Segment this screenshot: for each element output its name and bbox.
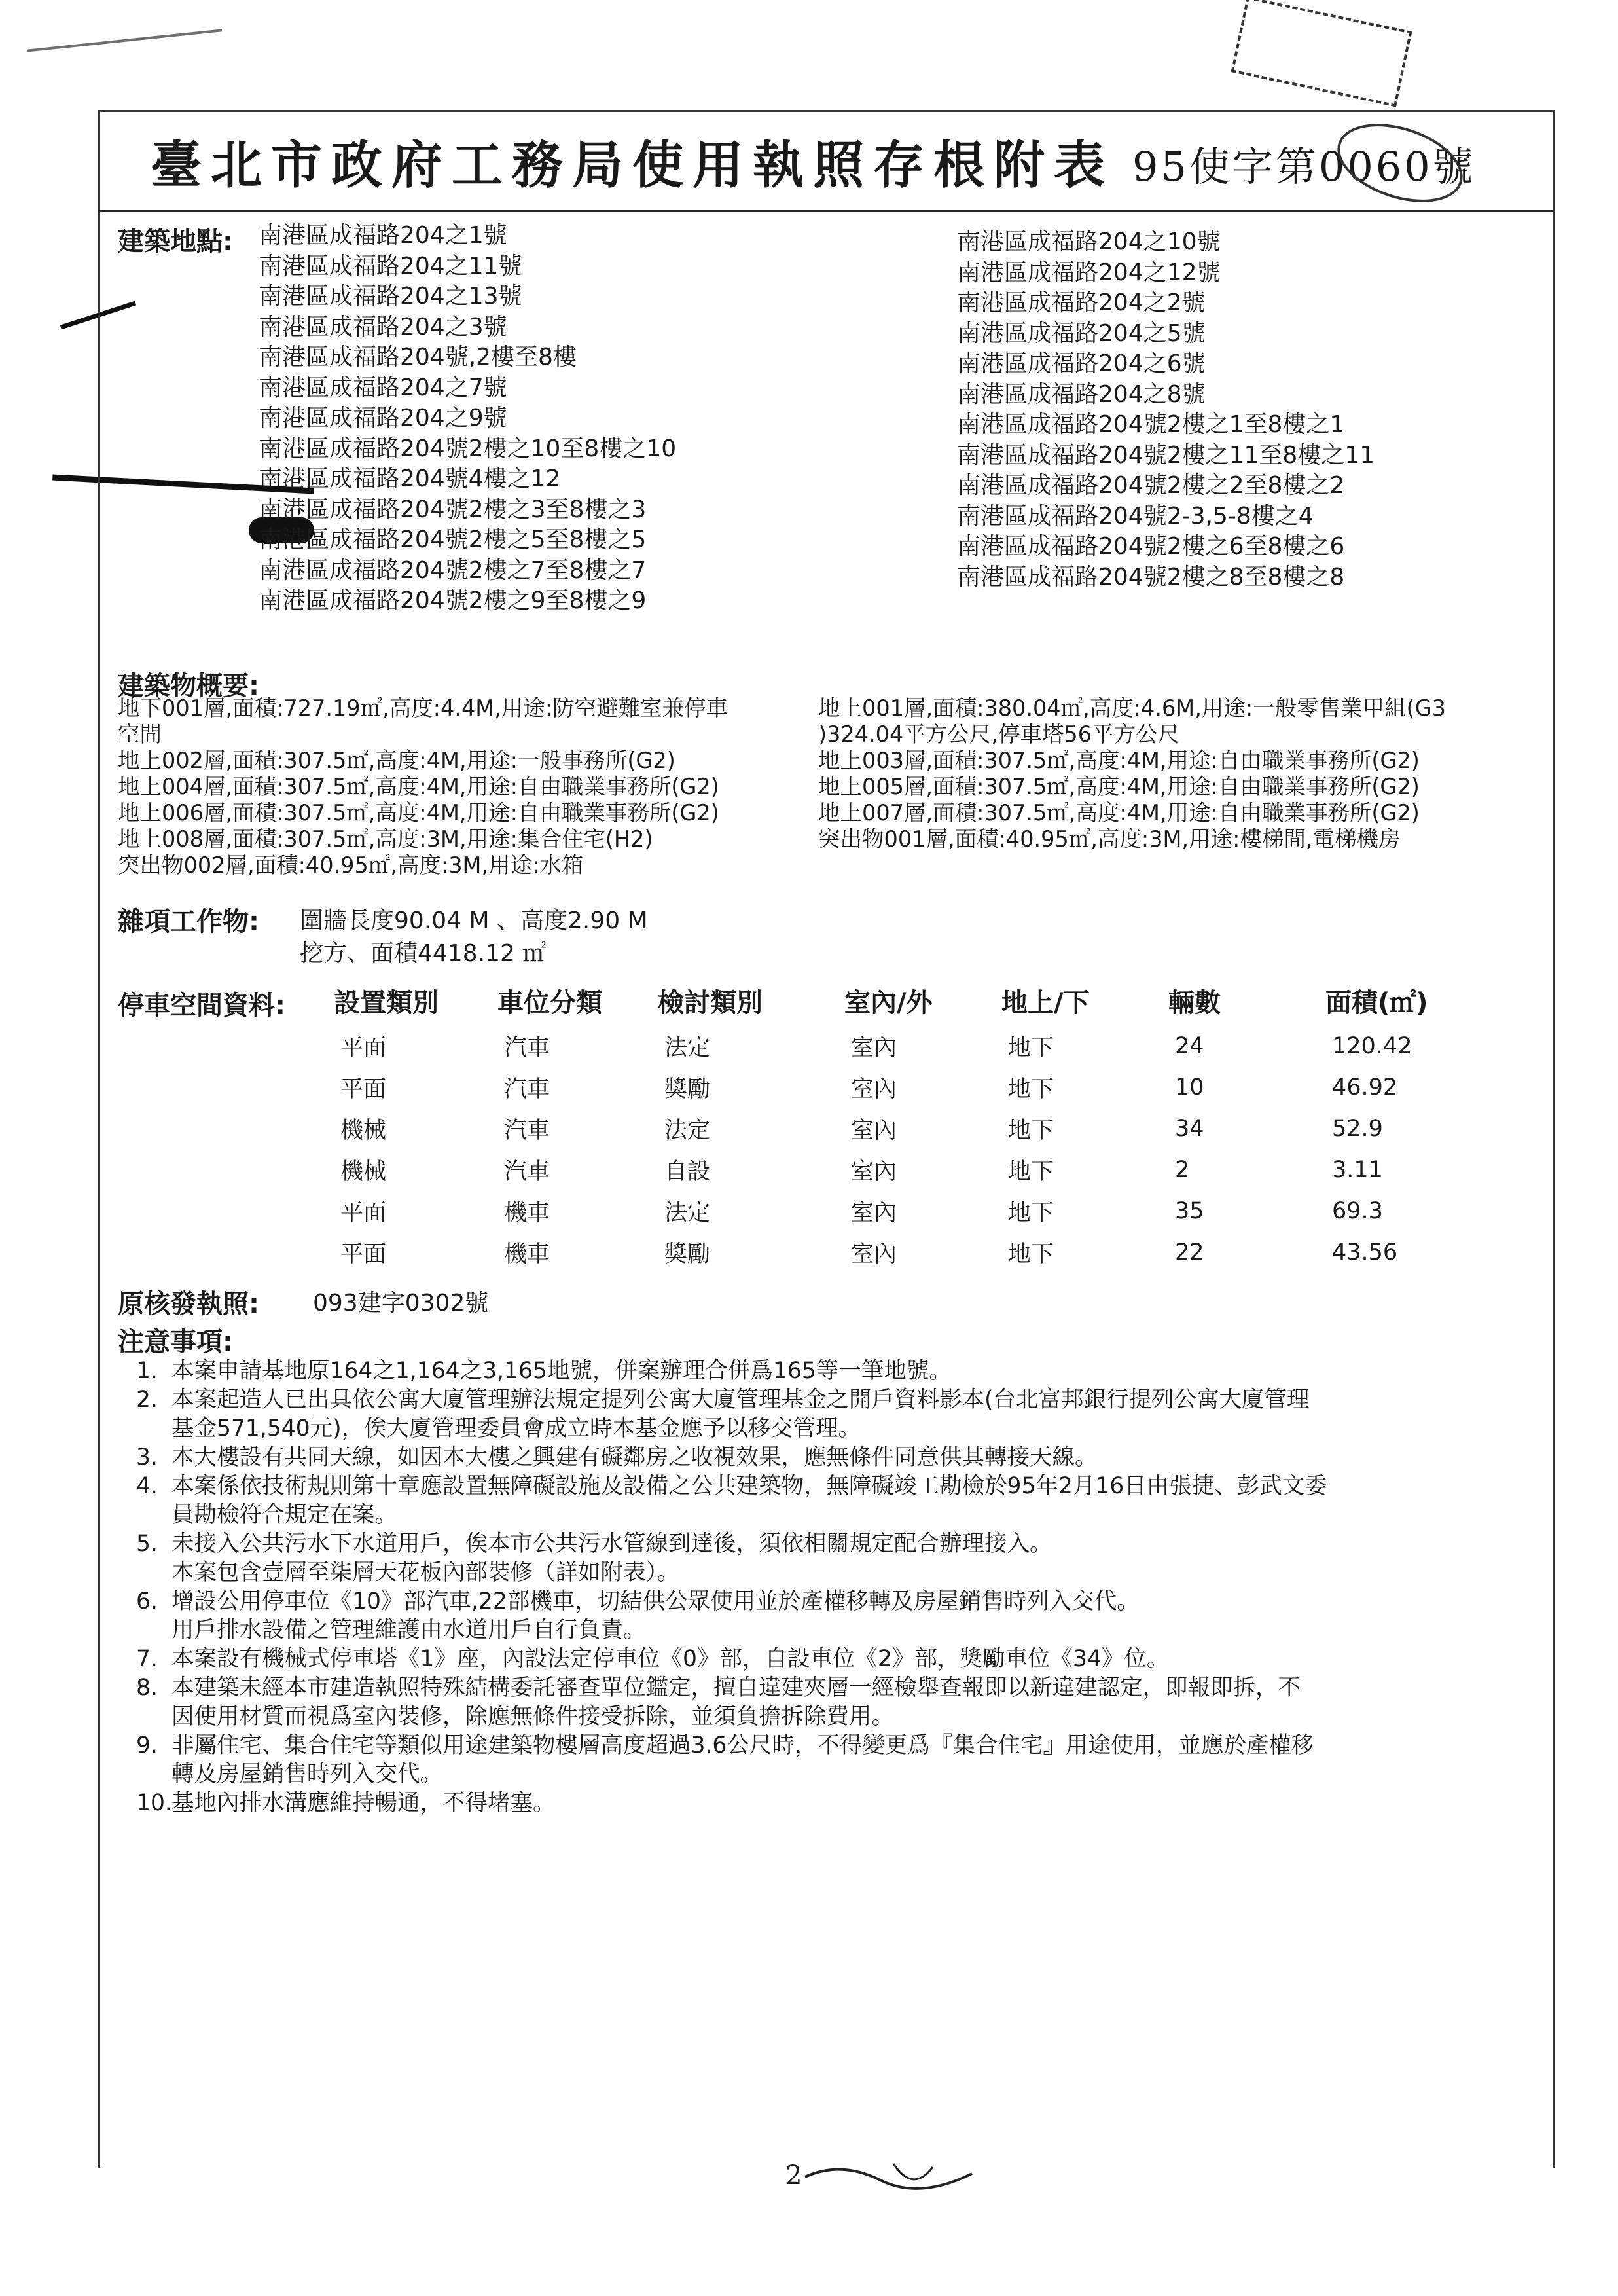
note-line: 轉及房屋銷售時列入交代。 (171, 1761, 442, 1787)
table-row (308, 1025, 1463, 1066)
table-cell: 室內 (851, 1034, 897, 1061)
table-cell: 120.42 (1332, 1032, 1412, 1059)
address-line: 南港區成福路204號2樓之2至8樓之2 (957, 472, 1345, 499)
table-cell: 室內 (851, 1241, 897, 1267)
note-number: 1. (136, 1358, 158, 1384)
notes-label: 注意事項: (118, 1327, 233, 1357)
note-item (118, 1587, 1579, 1645)
note-number: 9. (136, 1732, 158, 1758)
floor-line: 突出物001層,面積:40.95㎡,高度:3M,用途:樓梯間,電梯機房 (818, 826, 1401, 852)
floor-line: 地上006層,面積:307.5㎡,高度:4M,用途:自由職業事務所(G2) (118, 800, 719, 826)
table-cell: 46.92 (1332, 1074, 1398, 1101)
table-cell: 室內 (851, 1158, 897, 1185)
notes-list (118, 1357, 1579, 1817)
floor-line: 地上005層,面積:307.5㎡,高度:4M,用途:自由職業事務所(G2) (818, 774, 1420, 799)
col-space-class: 車位分類 (497, 987, 602, 1018)
note-line: 基地內排水溝應維持暢通，不得堵塞。 (171, 1790, 556, 1816)
building-label: 建築物概要: (118, 671, 259, 701)
floor-line: 地上002層,面積:307.5㎡,高度:4M,用途:一般事務所(G2) (118, 748, 675, 773)
address-line: 南港區成福路204之12號 (957, 259, 1221, 286)
floor-line: 地上007層,面積:307.5㎡,高度:4M,用途:自由職業事務所(G2) (818, 800, 1420, 826)
address-line: 南港區成福路204號4樓之12 (259, 465, 561, 492)
col-above-below: 地上/下 (1001, 987, 1090, 1018)
page-number: 2 (785, 2160, 802, 2191)
address-line: 南港區成福路204之5號 (957, 319, 1206, 347)
table-cell: 法定 (664, 1117, 711, 1144)
note-item (118, 1645, 1579, 1673)
table-cell: 平面 (340, 1241, 387, 1267)
address-line: 南港區成福路204之8號 (957, 380, 1206, 408)
table-row (308, 1066, 1463, 1108)
address-line: 南港區成福路204之7號 (259, 374, 507, 401)
note-line: 本案申請基地原164之1,164之3,165地號，併案辦理合併爲165等一筆地號。 (171, 1358, 952, 1384)
note-number: 7. (136, 1646, 158, 1672)
table-cell: 獎勵 (664, 1076, 711, 1102)
floor-line: 突出物002層,面積:40.95㎡,高度:3M,用途:水箱 (118, 852, 584, 878)
table-cell: 室內 (851, 1117, 897, 1144)
parking-header-row (308, 975, 1463, 1025)
table-cell: 機車 (504, 1199, 550, 1226)
building-list-right (818, 695, 1446, 852)
table-row (308, 1190, 1463, 1231)
col-review-class: 檢討類別 (658, 987, 763, 1018)
table-row (308, 1149, 1463, 1190)
title-underline (98, 210, 1553, 212)
table-cell: 2 (1175, 1156, 1190, 1183)
table-cell: 52.9 (1332, 1115, 1383, 1142)
note-number: 2. (136, 1387, 158, 1413)
note-item (118, 1529, 1579, 1587)
floor-line: 空間 (118, 721, 162, 747)
table-row (308, 1108, 1463, 1149)
table-cell: 35 (1175, 1197, 1204, 1224)
table-cell: 34 (1175, 1115, 1204, 1142)
table-cell: 法定 (664, 1034, 711, 1061)
table-cell: 汽車 (504, 1117, 550, 1144)
note-item (118, 1472, 1579, 1529)
table-cell: 地下 (1008, 1199, 1054, 1226)
table-cell: 平面 (340, 1199, 387, 1226)
table-cell: 自設 (664, 1158, 711, 1185)
table-cell: 43.56 (1332, 1239, 1398, 1266)
location-label: 建築地點: (118, 227, 233, 257)
note-item (118, 1443, 1579, 1472)
table-cell: 22 (1175, 1239, 1204, 1266)
note-line: 用戶排水設備之管理維護由水道用戶自行負責。 (171, 1617, 646, 1643)
col-indoor-outdoor: 室內/外 (844, 987, 933, 1018)
address-line: 南港區成福路204之11號 (259, 252, 522, 280)
floor-line: )324.04平方公尺,停車塔56平方公尺 (818, 721, 1180, 747)
table-cell: 地下 (1008, 1034, 1054, 1061)
address-line: 南港區成福路204號2樓之9至8樓之9 (259, 587, 647, 614)
note-number: 3. (136, 1444, 158, 1470)
table-cell: 地下 (1008, 1241, 1054, 1267)
note-line: 增設公用停車位《10》部汽車,22部機車，切結供公眾使用並於產權移轉及房屋銷售時列入交代。 (171, 1588, 1140, 1614)
note-line: 本大樓設有共同天線，如因本大樓之興建有礙鄰房之收視效果，應無條件同意供其轉接天線。 (171, 1444, 1098, 1470)
table-cell: 室內 (851, 1076, 897, 1102)
col-area: 面積(㎡) (1325, 987, 1428, 1018)
note-line: 本案包含壹層至柒層天花板內部裝修（詳如附表）。 (171, 1559, 680, 1586)
misc-work-line2: 挖方、面積4418.12 ㎡ (300, 940, 547, 967)
table-cell: 機械 (340, 1158, 387, 1185)
address-line: 南港區成福路204號2樓之5至8樓之5 (259, 526, 647, 553)
floor-line: 地上001層,面積:380.04㎡,高度:4.6M,用途:一般零售業甲組(G3 (818, 695, 1446, 721)
address-line: 南港區成福路204號2樓之8至8樓之8 (957, 563, 1345, 591)
note-line: 本案係依技術規則第十章應設置無障礙設施及設備之公共建築物，無障礙竣工勘檢於95年2月16日由張捷、彭武文委 (171, 1473, 1327, 1499)
table-cell: 10 (1175, 1074, 1204, 1101)
address-line: 南港區成福路204號2樓之7至8樓之7 (259, 556, 647, 584)
corner-stamp (1231, 0, 1412, 107)
address-line: 南港區成福路204號2樓之10至8樓之10 (259, 435, 677, 462)
address-list-right (957, 227, 1375, 592)
table-cell: 機械 (340, 1117, 387, 1144)
address-line: 南港區成福路204號2樓之3至8樓之3 (259, 496, 647, 523)
floor-line: 地下001層,面積:727.19㎡,高度:4.4M,用途:防空避難室兼停車 (118, 695, 728, 721)
note-line: 本案設有機械式停車塔《1》座，內設法定停車位《0》部，自設車位《2》部，獎勵車位《34》位。 (171, 1646, 1170, 1672)
table-cell: 獎勵 (664, 1241, 711, 1267)
permit-number: 95使字第0060號 (1132, 143, 1476, 191)
table-cell: 汽車 (504, 1076, 550, 1102)
table-cell: 69.3 (1332, 1197, 1383, 1224)
table-cell: 汽車 (504, 1158, 550, 1185)
note-line: 本案起造人已出具依公寓大廈管理辦法規定提列公寓大廈管理基金之開戶資料影本(台北富邦銀行提列公寓大廈管理 (171, 1387, 1310, 1413)
address-line: 南港區成福路204號2樓之1至8樓之1 (957, 411, 1345, 438)
address-line: 南港區成福路204之1號 (259, 222, 507, 249)
table-cell: 平面 (340, 1034, 387, 1061)
address-list-left (259, 221, 676, 617)
misc-work-label: 雜項工作物: (118, 907, 259, 937)
note-number: 8. (136, 1675, 158, 1701)
address-line: 南港區成福路204號,2樓至8樓 (259, 344, 577, 371)
table-cell: 汽車 (504, 1034, 550, 1061)
address-line: 南港區成福路204之6號 (957, 350, 1206, 377)
address-line: 南港區成福路204之13號 (259, 283, 522, 310)
address-line: 南港區成福路204之9號 (259, 405, 507, 431)
note-number: 5. (136, 1531, 158, 1557)
footer-signature-mark (802, 2154, 985, 2200)
floor-line: 地上004層,面積:307.5㎡,高度:4M,用途:自由職業事務所(G2) (118, 774, 719, 799)
table-cell: 室內 (851, 1199, 897, 1226)
address-line: 南港區成福路204之3號 (259, 313, 507, 340)
col-setup-type: 設置類別 (334, 987, 439, 1018)
original-permit-value: 093建字0302號 (313, 1290, 489, 1317)
note-item (118, 1673, 1579, 1731)
parking-table (308, 975, 1463, 1273)
note-line: 本建築未經本市建造執照特殊結構委託審查單位鑑定，擅自違建夾層一經檢舉查報即以新違建認定，即報即拆，不 (171, 1675, 1301, 1701)
note-line: 未接入公共污水下水道用戶，俟本市公共污水管線到達後，須依相關規定配合辦理接入。 (171, 1531, 1052, 1557)
table-cell: 24 (1175, 1032, 1204, 1059)
note-item (118, 1385, 1579, 1443)
table-cell: 地下 (1008, 1117, 1054, 1144)
address-line: 南港區成福路204號2樓之11至8樓之11 (957, 441, 1375, 469)
pen-mark-top-left (27, 29, 223, 52)
note-line: 因使用材質而視爲室內裝修，除應無條件接受拆除，並須負擔拆除費用。 (171, 1704, 894, 1730)
note-item (118, 1357, 1579, 1385)
note-item (118, 1731, 1579, 1789)
page-title: 臺北市政府工務局使用執照存根附表 (151, 136, 1115, 195)
col-count: 輛數 (1168, 987, 1221, 1018)
table-cell: 法定 (664, 1199, 711, 1226)
table-cell: 3.11 (1332, 1156, 1383, 1183)
note-number: 4. (136, 1473, 158, 1499)
note-number: 6. (136, 1588, 158, 1614)
table-cell: 地下 (1008, 1076, 1054, 1102)
note-number: 10. (136, 1790, 172, 1816)
note-line: 員勘檢符合規定在案。 (171, 1502, 397, 1528)
address-line: 南港區成福路204之10號 (957, 228, 1221, 255)
table-cell: 地下 (1008, 1158, 1054, 1185)
note-line: 基金571,540元)，俟大廈管理委員會成立時本基金應予以移交管理。 (171, 1415, 861, 1442)
building-list-left (118, 695, 728, 879)
floor-line: 地上008層,面積:307.5㎡,高度:3M,用途:集合住宅(H2) (118, 826, 653, 852)
table-row (308, 1231, 1463, 1273)
table-cell: 平面 (340, 1076, 387, 1102)
floor-line: 地上003層,面積:307.5㎡,高度:4M,用途:自由職業事務所(G2) (818, 748, 1420, 773)
parking-label: 停車空間資料: (118, 991, 285, 1021)
note-line: 非屬住宅、集合住宅等類似用途建築物樓層高度超過3.6公尺時，不得變更爲『集合住宅』用途使用，並應於產權移 (171, 1732, 1314, 1758)
address-line: 南港區成福路204號2-3,5-8樓之4 (957, 502, 1314, 530)
note-item (118, 1789, 1579, 1817)
address-line: 南港區成福路204號2樓之6至8樓之6 (957, 533, 1345, 560)
address-line: 南港區成福路204之2號 (957, 289, 1206, 316)
original-permit-label: 原核發執照: (118, 1289, 259, 1319)
misc-work-line1: 圍牆長度90.04 M 、高度2.90 M (300, 907, 648, 934)
table-cell: 機車 (504, 1241, 550, 1267)
